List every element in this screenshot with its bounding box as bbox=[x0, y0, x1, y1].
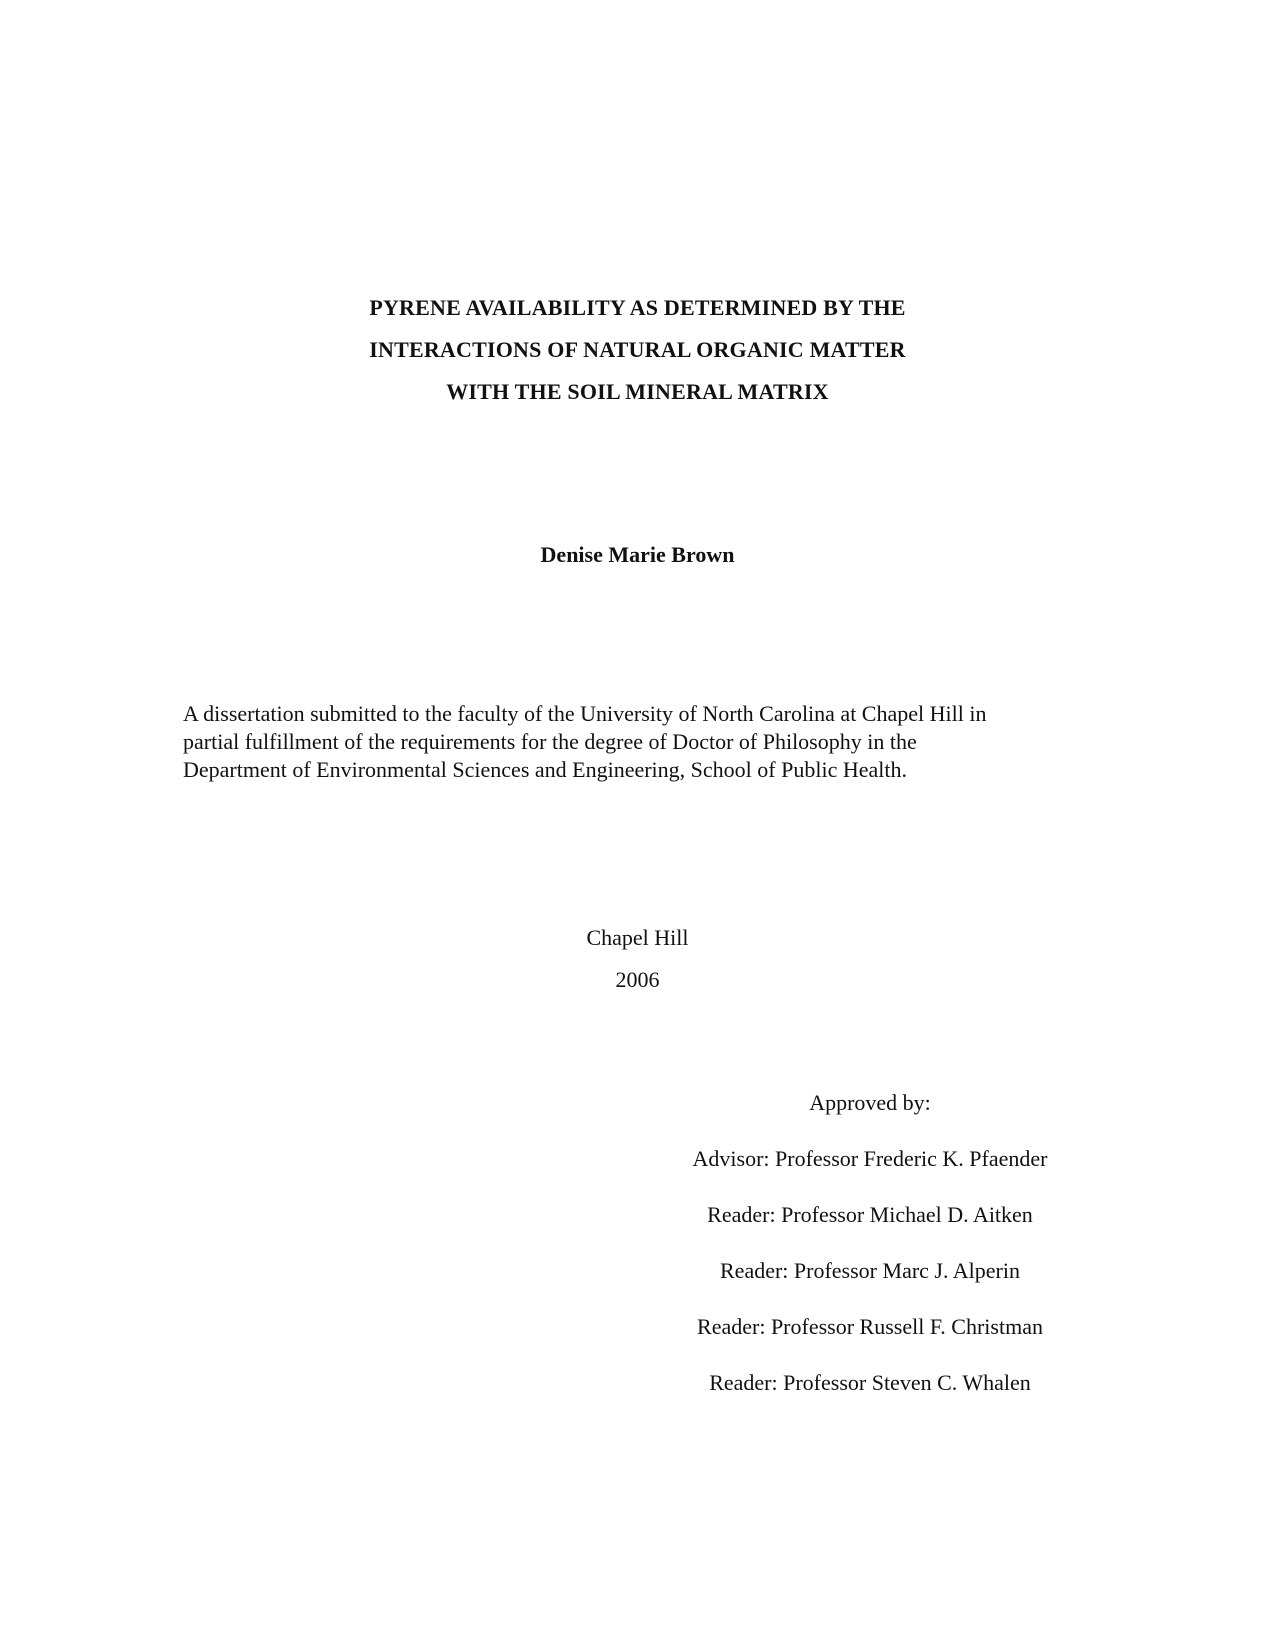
title-line-3: WITH THE SOIL MINERAL MATRIX bbox=[446, 379, 829, 404]
author-name: Denise Marie Brown bbox=[540, 542, 735, 567]
committee-member-reader: Reader: Professor Michael D. Aitken bbox=[707, 1202, 1033, 1227]
submission-line-1: A dissertation submitted to the faculty of the University of North Carolina at Chapel Hill in bbox=[183, 701, 987, 726]
place: Chapel Hill bbox=[586, 925, 689, 950]
place-and-date bbox=[0, 917, 1275, 1001]
committee-member-reader: Reader: Professor Steven C. Whalen bbox=[709, 1370, 1031, 1395]
submission-line-2: partial fulfillment of the requirements for the degree of Doctor of Philosophy in the bbox=[183, 729, 917, 754]
title-line-1: PYRENE AVAILABILITY AS DETERMINED BY THE bbox=[369, 295, 906, 320]
year: 2006 bbox=[615, 967, 660, 992]
submission-line-3: Department of Environmental Sciences and Engineering, School of Public Health. bbox=[183, 757, 907, 782]
approval-committee bbox=[620, 1088, 1120, 1424]
committee-member-reader: Reader: Professor Russell F. Christman bbox=[697, 1314, 1043, 1339]
committee-member-advisor: Advisor: Professor Frederic K. Pfaender bbox=[692, 1146, 1048, 1171]
title-line-2: INTERACTIONS OF NATURAL ORGANIC MATTER bbox=[369, 337, 906, 362]
submission-statement bbox=[183, 700, 1113, 784]
committee-member-reader: Reader: Professor Marc J. Alperin bbox=[720, 1258, 1020, 1283]
approved-by-heading: Approved by: bbox=[809, 1090, 931, 1115]
dissertation-title bbox=[0, 287, 1275, 413]
